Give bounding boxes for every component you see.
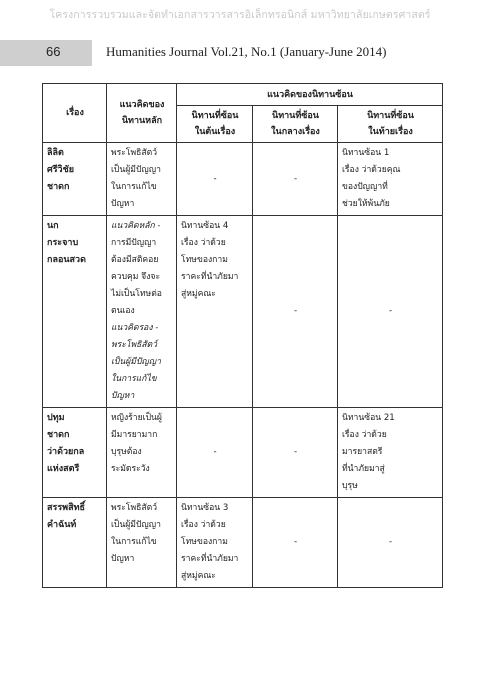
cell-line: คำฉันท์ [47,520,77,530]
cell-line: ศรีวิชัย [47,165,74,175]
header-line: นิทานที่ซ้อน [272,111,319,121]
cell-line: สู่หมู่คณะ [181,571,216,581]
cell-line: ในการแก้ไข [111,374,157,384]
cell-line: ในการแก้ไข [111,537,157,547]
header-line: ในท้ายเรื่อง [368,127,413,137]
cell-line: พระโพธิสัตว์ [111,340,158,350]
cell-line: ตนเอง [111,306,135,316]
header-main-concept-line: นิทานหลัก [121,116,163,126]
cell-beginning: - [177,143,253,216]
cell-story [43,216,107,408]
cell-line: ในการแก้ไข [111,182,157,192]
cell-line: กระจาบ [47,238,79,248]
cell-main-concept [107,408,177,498]
cell-beginning [177,498,253,588]
cell-line: พระโพธิสัตว์ [111,148,158,158]
cell-story [43,498,107,588]
cell-story [43,143,107,216]
cell-line: การมีปัญญา [111,238,157,248]
header-sub-concept-label: แนวคิดของนิทานซ้อน [267,89,353,100]
cell-line: นิทานซ้อน 1 [342,148,390,158]
cell-line: ช่วยให้พ้นภัย [342,199,390,209]
cell-beginning [177,216,253,408]
cell-middle: - [253,216,338,408]
cell-line: เรื่อง ว่าด้วย [181,520,226,530]
cell-line: โทษของกาม [181,537,228,547]
cell-line: แห่งสตรี [47,464,80,474]
cell-line: เป็นผู้มีปัญญา [111,357,161,367]
cell-end [338,143,443,216]
header-main-concept-line: แนวคิดของ [119,100,165,110]
table-row [43,498,443,588]
cell-line: แนวคิดหลัก - [111,221,161,231]
cell-line: นิทานซ้อน 21 [342,413,395,423]
cell-main-concept [107,498,177,588]
header-line: ในกลางเรื่อง [271,127,320,137]
header-story-label: เรื่อง [66,108,84,118]
cell-line: ราคะที่นำภัยมา [181,554,239,564]
watermark-text: โครงการรวบรวมและจัดทำเอกสารวารสารอิเล็กทรอนิกส์ มหาวิทยาลัยเกษตรศาสตร์ [49,9,431,21]
cell-line: ราคะที่นำภัยมา [181,272,239,282]
cell-line: สู่หมู่คณะ [181,289,216,299]
cell-line: กลอนสวด [47,255,86,265]
cell-line: ของปัญญาที่ [342,182,388,192]
header-story [43,84,107,143]
journal-title: Humanities Journal Vol.21, No.1 (January-June 2014) [106,44,387,59]
cell-line: พระโพธิสัตว์ [111,503,158,513]
cell-middle: - [253,408,338,498]
cell-line: เป็นผู้มีปัญญา [111,165,161,175]
table-row [43,143,443,216]
cell-line: สรรพสิทธิ์ [47,503,86,513]
cell-end [338,408,443,498]
header-sub-middle [253,106,338,143]
cell-line: หญิงร้ายเป็นผู้ [111,413,162,423]
table-row [43,408,443,498]
cell-line: ปัญหา [111,554,135,564]
cell-middle: - [253,143,338,216]
header-line: นิทานที่ซ้อน [191,111,239,121]
cell-line: บุรุษ [342,481,358,491]
cell-line: ที่นำภัยมาสู่ [342,464,385,474]
cell-line: ควบคุม จึงจะ [111,272,161,282]
cell-beginning: - [177,408,253,498]
header-line: นิทานที่ซ้อน [367,111,414,121]
cell-line: โทษของกาม [181,255,228,265]
cell-line: ปัญหา [111,199,135,209]
cell-line: ลิลิต [47,148,64,158]
cell-line: นก [47,221,59,231]
cell-main-concept [107,143,177,216]
cell-line: นิทานซ้อน 3 [181,503,229,513]
cell-line: เป็นผู้มีปัญญา [111,520,161,530]
cell-end: - [338,498,443,588]
cell-line: บุรุษต้อง [111,447,142,457]
cell-line: ไม่เป็นโทษต่อ [111,289,162,299]
cell-end: - [338,216,443,408]
page-number: 66 [46,44,61,59]
header-main-concept [107,84,177,143]
header-line: ในต้นเรื่อง [194,127,236,137]
cell-line: เรื่อง ว่าด้วย [181,238,226,248]
cell-story [43,408,107,498]
header-sub-end [338,106,443,143]
table-row [43,216,443,408]
cell-line: แนวคิดรอง - [111,323,159,333]
cell-line: ปัญหา [111,391,135,401]
cell-line: ชาดก [47,430,70,440]
cell-line: นิทานซ้อน 4 [181,221,229,231]
header-sub-beginning [177,106,253,143]
header-sub-concept-group [177,84,443,106]
cell-line: เรื่อง ว่าด้วยคุณ [342,165,401,175]
cell-middle: - [253,498,338,588]
cell-main-concept [107,216,177,408]
cell-line: ต้องมีสติคอย [111,255,159,265]
comparison-table [42,83,443,588]
cell-line: มารยาสตรี [342,447,383,457]
cell-line: มีมารยามาก [111,430,158,440]
cell-line: ชาดก [47,182,70,192]
cell-line: ว่าด้วยกล [47,447,85,457]
cell-line: ระมัดระวัง [111,464,150,474]
cell-line: ปทุม [47,413,65,423]
cell-line: เรื่อง ว่าด้วย [342,430,387,440]
